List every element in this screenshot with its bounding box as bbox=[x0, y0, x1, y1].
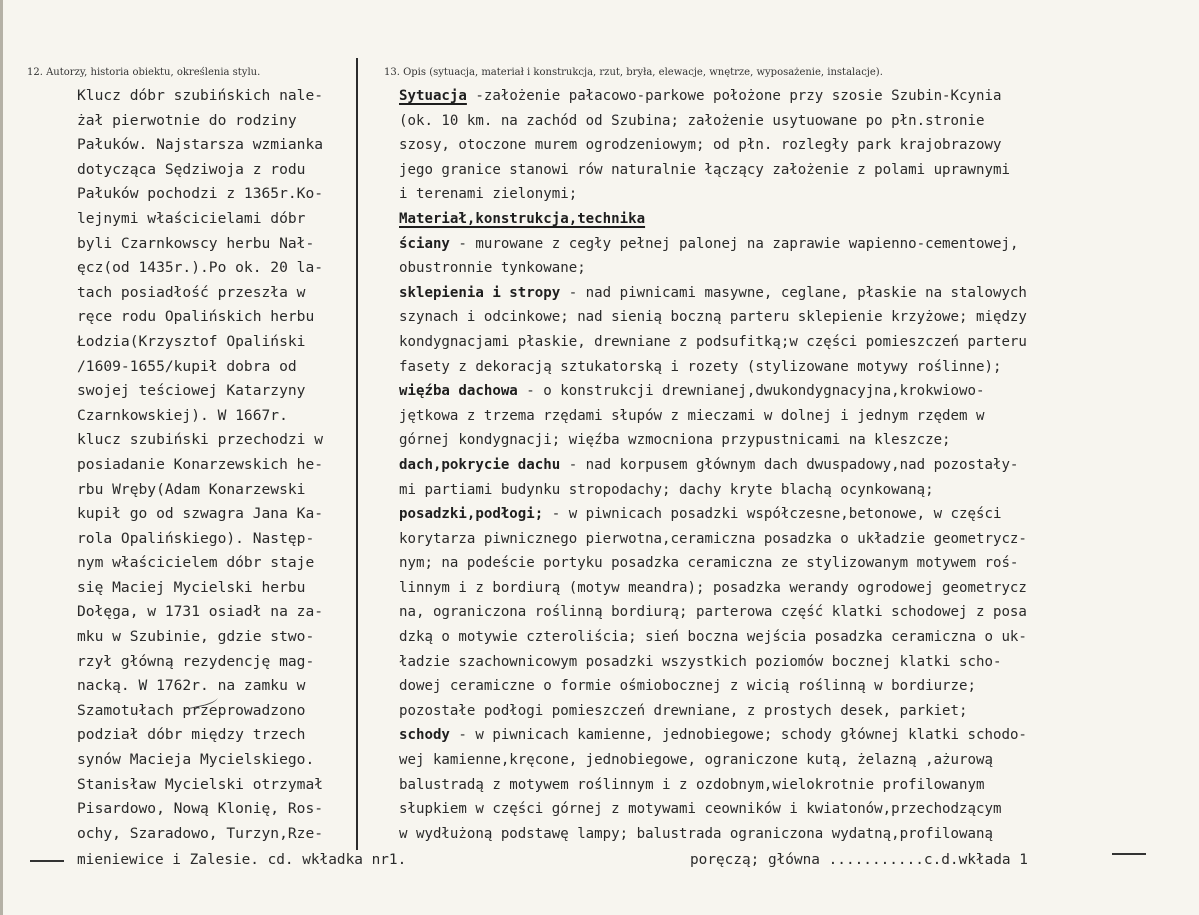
description-text-line bbox=[399, 133, 1027, 158]
description-text: wej kamienne,kręcone, jednobiegowe, ograniczone kutą, żelazną ,ażurową bbox=[399, 752, 993, 769]
history-text-line: posiadanie Konarzewskich he- bbox=[77, 455, 324, 473]
section-heading: sklepienia i stropy bbox=[399, 284, 561, 301]
description-text: - nad piwnicami masywne, ceglane, płaskie na stalowych bbox=[560, 284, 1027, 301]
description-text: - murowane z cegły pełnej palonej na zaprawie wapienno-cementowej, bbox=[449, 235, 1019, 252]
description-text-line bbox=[399, 207, 1027, 232]
description-text-line bbox=[399, 674, 1027, 699]
description-text-line bbox=[399, 551, 1027, 576]
description-text: - o konstrukcji drewnianej,dwukondygnacyjna,krokwiowo- bbox=[517, 383, 985, 400]
description-text: - w piwnicach kamienne, jednobiegowe; schody głównej klatki schodo- bbox=[449, 727, 1027, 744]
description-text: linnym i z bordiurą (motyw meandra); posadzka werandy ogrodowej geometrycz bbox=[399, 579, 1027, 596]
history-text-line: klucz szubiński przechodzi w bbox=[77, 431, 324, 449]
description-text: obustronnie tynkowane; bbox=[399, 260, 586, 277]
description-text-line bbox=[399, 527, 1027, 552]
description-text: i terenami zielonymi; bbox=[399, 186, 578, 203]
section-heading: posadzki,podłogi; bbox=[399, 506, 544, 523]
history-text-line: Łodzia(Krzysztof Opaliński bbox=[77, 332, 306, 350]
description-text-line bbox=[399, 625, 1027, 650]
description-text: - nad korpusem głównym dach dwuspadowy,nad pozostały- bbox=[560, 456, 1019, 473]
section-heading: więźba dachowa bbox=[399, 383, 518, 400]
description-text: górnej kondygnacji; więźba wzmocniona przypustnicami na kleszcze; bbox=[399, 432, 951, 449]
description-text-column bbox=[399, 84, 1027, 846]
description-text-line bbox=[399, 330, 1027, 355]
history-text-line: mku w Szubinie, gdzie stwo- bbox=[77, 628, 315, 646]
history-text-line: /1609-1655/kupił dobra od bbox=[77, 357, 297, 375]
description-text-line bbox=[399, 305, 1027, 330]
history-text-line: lejnymi właścicielami dóbr bbox=[77, 209, 306, 227]
section-heading: ściany bbox=[399, 235, 450, 252]
history-text-line: nym właścicielem dóbr staje bbox=[77, 554, 315, 572]
description-text-line bbox=[399, 650, 1027, 675]
left-continuation-note: mieniewice i Zalesie. cd. wkładka nr1. bbox=[77, 852, 407, 868]
description-text: szosy, otoczone murem ogrodzeniowym; od płn. rozległy park krajobrazowy bbox=[399, 137, 1002, 154]
description-text-line bbox=[399, 797, 1027, 822]
description-text-line bbox=[399, 576, 1027, 601]
description-text: nym; na podeście portyku posadzka ceramiczna ze stylizowanym motywem roś- bbox=[399, 555, 1019, 572]
section-13-caption: 13. Opis (sytuacja, materiał i konstrukcja, rzut, bryła, elewacje, wnętrze, wyposażenie, instalacje). bbox=[384, 67, 883, 78]
description-text-line bbox=[399, 428, 1027, 453]
history-text-line: Pałuków. Najstarsza wzmianka bbox=[77, 136, 324, 154]
history-text-line: Czarnkowskiej). W 1667r. bbox=[77, 406, 288, 424]
history-text-line: ręce rodu Opalińskich herbu bbox=[77, 308, 315, 326]
description-text: - w piwnicach posadzki współczesne,betonowe, w części bbox=[543, 506, 1002, 523]
history-text-line: żał pierwotnie do rodziny bbox=[77, 111, 297, 129]
history-text-line: rola Opalińskiego). Następ- bbox=[77, 529, 315, 547]
history-text-line: ęcz(od 1435r.).Po ok. 20 la- bbox=[77, 259, 324, 277]
description-text-line bbox=[399, 699, 1027, 724]
description-text: ładzie szachownicowym posadzki wszystkich poziomów bocznej klatki scho- bbox=[399, 653, 1002, 670]
description-text-line bbox=[399, 232, 1027, 257]
history-text-line: nacką. W 1762r. na zamku w bbox=[77, 677, 306, 695]
description-text-line bbox=[399, 158, 1027, 183]
description-text-line bbox=[399, 84, 1027, 109]
history-text-line: Dołęga, w 1731 osiadł na za- bbox=[77, 603, 324, 621]
description-text-line bbox=[399, 109, 1027, 134]
history-text-line: swojej teściowej Katarzyny bbox=[77, 382, 306, 400]
description-text: kondygnacjami płaskie, drewniane z podsufitką;w części pomieszczeń parteru bbox=[399, 333, 1027, 350]
description-text-line bbox=[399, 182, 1027, 207]
history-text-line: ochy, Szaradowo, Turzyn,Rze- bbox=[77, 824, 324, 842]
description-text: balustradą z motywem roślinnym i z ozdobnym,wielokrotnie profilowanym bbox=[399, 776, 985, 793]
right-margin-dash bbox=[1112, 853, 1146, 855]
history-text-line: tach posiadłość przeszła w bbox=[77, 283, 306, 301]
history-text-line: Klucz dóbr szubińskich nale- bbox=[77, 87, 324, 104]
description-text-line bbox=[399, 773, 1027, 798]
section-heading: dach,pokrycie dachu bbox=[399, 456, 561, 473]
description-text: dzką o motywie czteroliścia; sień boczna wejścia posadzka ceramiczna o uk- bbox=[399, 629, 1027, 646]
section-12-caption: 12. Autorzy, historia obiektu, określenia stylu. bbox=[27, 67, 261, 78]
description-text-line bbox=[399, 453, 1027, 478]
description-text: fasety z dekoracją sztukatorską i rozety (stylizowane motywy roślinne); bbox=[399, 358, 1002, 375]
description-text-line bbox=[399, 600, 1027, 625]
description-text: korytarza piwnicznego pierwotna,ceramiczna posadzka o układzie geometrycz- bbox=[399, 530, 1027, 547]
section-heading: Materiał,konstrukcja,technika bbox=[399, 210, 646, 227]
left-margin-dash bbox=[30, 860, 64, 862]
description-text: jego granice stanowi rów naturalnie łączący założenie z polami uprawnymi bbox=[399, 161, 1010, 178]
description-text: słupkiem w części górnej z motywami ceowników i kwiatonów,przechodzącym bbox=[399, 801, 1002, 818]
description-text-line bbox=[399, 281, 1027, 306]
description-text: mi partiami budynku stropodachy; dachy kryte blachą ocynkowaną; bbox=[399, 481, 934, 498]
history-text-line: się Maciej Mycielski herbu bbox=[77, 578, 306, 596]
history-text-line: rzył główną rezydencję mag- bbox=[77, 652, 315, 670]
history-text-line: byli Czarnkowscy herbu Nał- bbox=[77, 234, 315, 252]
description-text-line bbox=[399, 355, 1027, 380]
description-text: (ok. 10 km. na zachód od Szubina; założenie usytuowane po płn.stronie bbox=[399, 112, 985, 129]
description-text-line bbox=[399, 822, 1027, 847]
column-divider bbox=[356, 58, 358, 850]
description-text: na, ograniczona roślinną bordiurą; parterowa część klatki schodowej z posa bbox=[399, 604, 1027, 621]
description-text: szynach i odcinkowe; nad sienią boczną parteru sklepienie krzyżowe; między bbox=[399, 309, 1027, 326]
description-text: dowej ceramiczne o formie ośmiobocznej z wicią roślinną w bordiurze; bbox=[399, 678, 976, 695]
description-text-line bbox=[399, 723, 1027, 748]
history-text-line: Pałuków pochodzi z 1365r.Ko- bbox=[77, 185, 324, 203]
description-text: -założenie pałacowo-parkowe położone przy szosie Szubin-Kcynia bbox=[466, 88, 1002, 104]
description-text: w wydłużoną podstawę lampy; balustrada ograniczona wydatną,profilowaną bbox=[399, 825, 993, 842]
description-text-line bbox=[399, 379, 1027, 404]
description-text-line bbox=[399, 502, 1027, 527]
description-text-line bbox=[399, 404, 1027, 429]
history-text-line: Szamotułach przeprowadzono bbox=[77, 701, 306, 719]
description-text-line bbox=[399, 256, 1027, 281]
description-text-line bbox=[399, 748, 1027, 773]
right-continuation-note: poręczą; główna ...........c.d.wkłada 1 bbox=[690, 852, 1028, 868]
history-text-line: rbu Wręby(Adam Konarzewski bbox=[77, 480, 306, 498]
history-text-line: Stanisław Mycielski otrzymał bbox=[77, 775, 324, 793]
history-text-column bbox=[77, 84, 323, 846]
description-text: pozostałe podłogi pomieszczeń drewniane, z prostych desek, parkiet; bbox=[399, 702, 968, 719]
history-text-line: podział dóbr między trzech bbox=[77, 726, 306, 744]
section-heading: Sytuacja bbox=[399, 88, 467, 104]
history-text-line: kupił go od szwagra Jana Ka- bbox=[77, 505, 324, 523]
section-heading: schody bbox=[399, 727, 450, 744]
history-text-line: dotycząca Sędziwoja z rodu bbox=[77, 160, 306, 178]
description-text-line bbox=[399, 478, 1027, 503]
history-text-line: Pisardowo, Nową Klonię, Ros- bbox=[77, 800, 324, 818]
history-text-line: synów Macieja Mycielskiego. bbox=[77, 751, 315, 769]
description-text: jętkowa z trzema rzędami słupów z mieczami w dolnej i jednym rzędem w bbox=[399, 407, 985, 424]
